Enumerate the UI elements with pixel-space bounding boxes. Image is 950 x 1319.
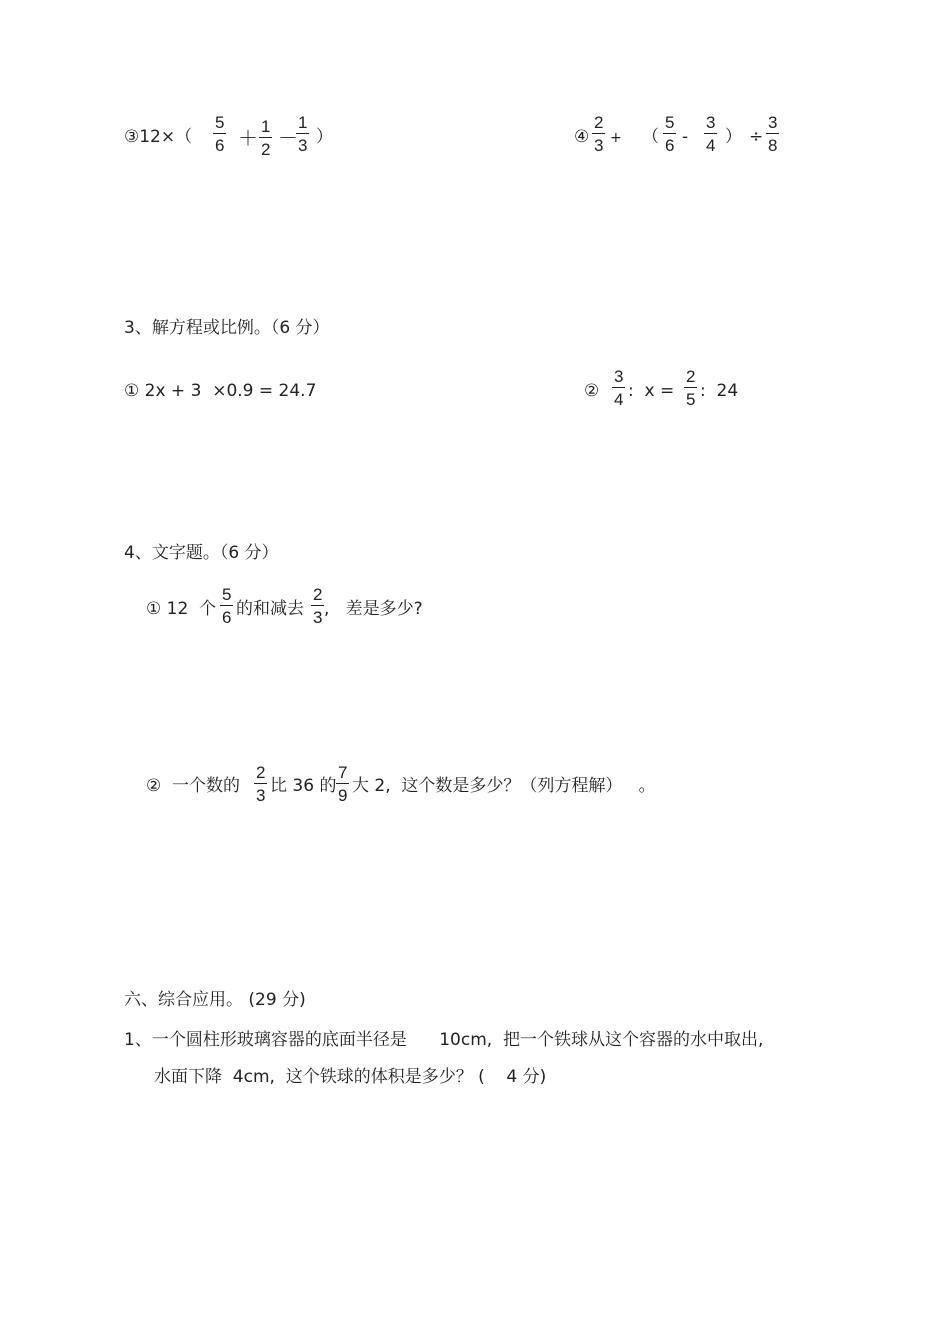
close-paren: ） — [725, 127, 742, 147]
application-1-line-2: 水面下降 4cm, 这个铁球的体积是多少？ ( 4 分) — [154, 1067, 547, 1087]
word-problem-1-prefix: ① 12 个 — [146, 599, 217, 619]
plus-sign: + — [610, 130, 622, 146]
equation-2-prefix: ② — [584, 381, 600, 401]
divide-sign: ÷ — [749, 127, 764, 147]
word-problem-1-mid: 的和减去 — [236, 599, 304, 619]
application-1-line-1: 1、一个圆柱形玻璃容器的底面半径是 10cm, 把一个铁球从这个容器的水中取出, — [124, 1030, 764, 1050]
plus-sign: ＋ — [238, 126, 258, 150]
equation-1: ① 2x + 3 ×0.9 = 24.7 — [124, 381, 317, 401]
equation-2-mid: : x = — [628, 381, 675, 401]
fraction: $\frac{7}{9}$ — [338, 763, 348, 805]
section-4-heading: 4、文字题。（6 分） — [124, 543, 279, 563]
fraction: $\frac{3}{4}$ — [614, 367, 624, 409]
fraction: $\frac{2}{3}$ — [313, 585, 323, 627]
fraction: $\frac{5}{6}$ — [665, 113, 675, 155]
close-paren: ） — [316, 127, 333, 147]
minus-sign: － — [278, 126, 298, 150]
open-paren: （ — [642, 127, 659, 147]
fraction: $\frac{1}{3}$ — [298, 113, 308, 155]
fraction: $\frac{2}{3}$ — [256, 763, 266, 805]
section-3-heading: 3、解方程或比例。（6 分） — [124, 318, 330, 338]
section-6-heading: 六、综合应用。 (29 分) — [124, 990, 306, 1010]
minus-sign: - — [682, 127, 689, 147]
word-problem-2-mid: 比 36 的 — [270, 776, 337, 796]
word-problem-2-prefix: ② 一个数的 — [146, 776, 241, 796]
problem-3-prefix: ③12×（ — [124, 127, 193, 147]
fraction: $\frac{5}{6}$ — [222, 585, 232, 627]
fraction: $\frac{1}{2}$ — [261, 117, 271, 159]
problem-4-prefix: ④ — [574, 127, 590, 147]
fraction: $\frac{2}{5}$ — [686, 367, 696, 409]
word-problem-1-suffix: , 差是多少? — [324, 599, 423, 619]
fraction: $\frac{3}{8}$ — [768, 113, 778, 155]
word-problem-2-suffix: 大 2, 这个数是多少？（列方程解） 。 — [352, 776, 656, 796]
fraction: $\frac{5}{6}$ — [215, 113, 225, 155]
equation-2-suffix: : 24 — [700, 381, 739, 401]
fraction: $\frac{3}{4}$ — [706, 113, 716, 155]
fraction: $\frac{2}{3}$ — [594, 113, 604, 155]
